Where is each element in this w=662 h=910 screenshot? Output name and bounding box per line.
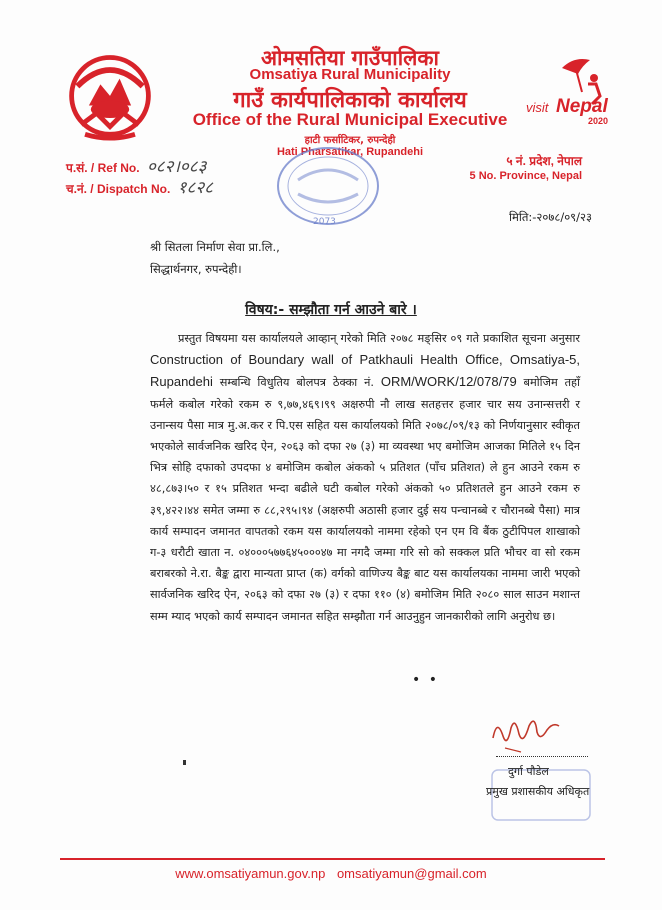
recipient-address: सिद्धार्थनगर, रुपन्देही। (150, 262, 242, 276)
svg-text:2020: 2020 (588, 116, 609, 126)
dispatch-value: १८२८ (177, 178, 214, 198)
subject-text: विषय:- सम्झौता गर्न आउने बारे । (245, 302, 417, 318)
signatory-title: प्रमुख प्रशासकीय अधिकृत (486, 785, 590, 798)
body-contract-label: सम्बन्धि विधुतिय बोलपत्र ठेक्का नं. (219, 376, 374, 390)
ref-value: ०८२।०८३ (146, 157, 207, 177)
body-project-name: Construction of Boundary wall of Patkhauli Health Office, Omsatiya-5, Rupandehi (150, 352, 580, 390)
province-english: 5 No. Province, Nepal (469, 170, 582, 182)
svg-text:visit: visit (526, 100, 549, 115)
org-name-english: Omsatiya Rural Municipality (249, 66, 451, 83)
footer-divider (60, 858, 605, 860)
signatory-name: दुर्गा पौडेल (508, 765, 549, 778)
body-main-text: बमोजिम तहाँ फर्मले कबोल गरेको रकम रु ९,७७,४६९।९९ अक्षरुपी नौ लाख सतहत्तर हजार चार सय उनान्सत्तरी र उनान्सय पैसा मात्र मु.अ.कर र पि.एस सहित यस कार्यालयको मिति २०७८/०९/१३ को निर्णयानुसार स्वीकृत भएकोले सार्वजनिक खरिद ऐन, २०६३ को दफा २७ (३) मा व्यवस्था भए बमोजिम आजका मितिले १५ दिन भित्र सोहि दफाको उपदफा ४ बमोजिम कबोल अंकको ५ प्रतिशत (पाँच प्रतिशत) ले हुन आउने रकम रु ४८,८७३।५० र १५ प्रतिशत भन्दा बढीले घटी कबोल गरेको अंकको ५० प्रतिशतले हुन आउने रकम रु ३९,४२२।४४ समेत जम्मा रु ८८,२९५।९४ (अक्षरुपी अठासी हजार दुई सय पन्चानब्बे र चौरानब्बे पैसा) मात्र कार्य सम्पादन जमानत वापतको रकम यस कार्यालयको नाममा रहेको एन एम वि बैंक ठुटीपिपल शाखाको ग-३ धरौटी खाता न. ०४०००५७७६४५०००४७ मा नगदै जम्मा गरि सो को सक्कल प्रति भौचर वा सो रकम बराबरको ने.रा. बैङ्क द्वारा मान्यता प्राप्त (क) वर्गको वाणिज्य बैङ्क बाट यस कार्यालयका नाममा जारी भएको सार्वजनिक खरिद ऐन, २०६३ को दफा २७ (३) र दफा ११० (४) बमोजिम मिति २०८० साल साउन मशान्त सम्म म्याद भएको कार्य सम्पादन जमानत सहित सम्झौता गर्न आउनुहुन जानकारीको लागि अनुरोध छ। (150, 376, 580, 623)
letter-subject (0, 300, 662, 319)
body-intro: प्रस्तुत विषयमा यस कार्यालयले आव्हान् गरेको मिति २०७८ मङ्सिर ०९ गते प्रकाशित सूचना अनुसार (178, 332, 580, 345)
dispatch-label: च.नं. / Dispatch No. (66, 182, 171, 196)
office-stamp-icon (268, 140, 388, 232)
visit-nepal-logo-icon (522, 48, 632, 128)
ref-number (66, 154, 206, 177)
svg-text:2073: 2073 (313, 217, 336, 227)
letter-date: मिति:-२०७८/०९/२३ (508, 210, 592, 224)
footer (0, 866, 662, 881)
footer-website-link[interactable]: www.omsatiyamun.gov.np (175, 866, 326, 881)
svg-text:Nepal: Nepal (556, 96, 608, 117)
province-nepali: ५ नं. प्रदेश, नेपाल (506, 154, 582, 168)
footer-email-link[interactable]: omsatiyamun@gmail.com (336, 866, 487, 881)
office-place-nepali: हाटी फर्साटिकर, रुपन्देही (304, 135, 396, 146)
dispatch-number (66, 175, 213, 198)
letter-body (150, 328, 580, 627)
office-name-nepali: गाउँ कार्यपालिकाको कार्यालय (233, 88, 467, 113)
body-contract-number: ORM/WORK/12/078/79 (380, 374, 517, 390)
signature-line (496, 756, 588, 757)
nepal-emblem-icon (62, 46, 158, 142)
stray-mark (183, 760, 186, 765)
ref-label: प.सं. / Ref No. (66, 161, 140, 175)
org-name-nepali: ओमसतिया गाउँपालिका (261, 46, 439, 70)
stray-dots: • • (412, 672, 439, 688)
signature-icon (485, 708, 565, 758)
office-name-english: Office of the Rural Municipal Executive (192, 110, 508, 129)
office-place-english: Hati Pharsatikar, Rupandehi (276, 146, 424, 158)
recipient-name: श्री सितला निर्माण सेवा प्रा.लि., (150, 240, 280, 254)
